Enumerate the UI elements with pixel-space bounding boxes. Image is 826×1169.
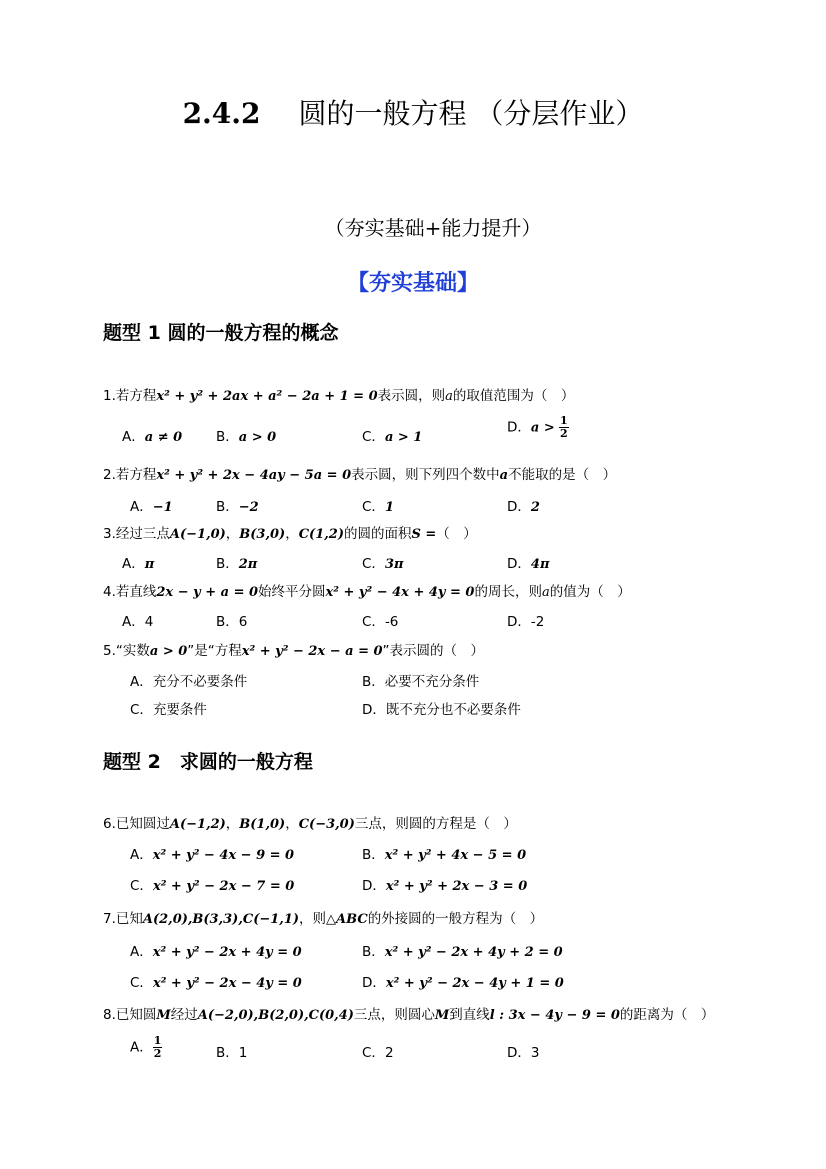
subtitle: （夯实基础+能力提升）	[324, 216, 542, 240]
q4-option-d[interactable]: D．-2	[507, 614, 545, 630]
q5-option-d[interactable]: D．既不充分也不必要条件	[362, 702, 521, 718]
q8-option-b[interactable]: B．1	[216, 1045, 248, 1061]
q7-option-b[interactable]: B．x² + y² − 2x + 4y + 2 = 0	[362, 944, 563, 960]
question-2: 2.若方程x² + y² + 2x − 4ay − 5a = 0表示圆，则下列四个数中a不能取的是（ ）	[103, 467, 617, 483]
q3-option-b[interactable]: B．2π	[216, 556, 258, 572]
q2-option-c[interactable]: C．1	[362, 499, 394, 515]
q1-option-b[interactable]: B．a > 0	[216, 429, 277, 445]
q8-option-c[interactable]: C．2	[362, 1045, 394, 1061]
question-7: 7.已知A(2,0),B(3,3),C(−1,1)，则△ABC的外接圆的一般方程为（ ）	[103, 911, 544, 927]
q7-option-c[interactable]: C．x² + y² − 2x − 4y = 0	[130, 975, 302, 991]
page-title	[0, 92, 826, 132]
q1-prefix: 1.若方程	[103, 388, 157, 404]
q1-option-a[interactable]: A．a ≠ 0	[122, 429, 183, 445]
q6-option-a[interactable]: A．x² + y² − 4x − 9 = 0	[130, 847, 295, 863]
q7-option-d[interactable]: D．x² + y² − 2x − 4y + 1 = 0	[362, 975, 564, 991]
q2-option-d[interactable]: D．2	[507, 499, 540, 515]
question-8: 8.已知圆M经过A(−2,0),B(2,0),C(0,4)三点，则圆心M到直线l : 3x − 4y − 9 = 0的距离为（ ）	[103, 1007, 715, 1023]
lesson-title: 圆的一般方程 （分层作业）	[298, 97, 644, 130]
q4-option-a[interactable]: A．4	[122, 614, 154, 630]
section-heading: 【夯实基础】	[346, 271, 479, 296]
question-3: 3.经过三点A(−1,0)，B(3,0)，C(1,2)的圆的面积S =（ ）	[103, 526, 477, 542]
question-1	[103, 384, 574, 404]
q3-option-a[interactable]: A．π	[122, 556, 155, 572]
q1-var: a	[445, 389, 453, 404]
q1-text: 表示圆，则	[377, 388, 446, 404]
q1-suffix: 的取值范围为（ ）	[452, 388, 575, 404]
q8-option-d[interactable]: D．3	[507, 1045, 540, 1061]
q3-option-d[interactable]: D．4π	[507, 556, 550, 572]
q4-option-b[interactable]: B．6	[216, 614, 248, 630]
lesson-number: 2.4.2	[182, 97, 261, 130]
q5-option-a[interactable]: A．充分不必要条件	[130, 674, 248, 690]
q5-option-c[interactable]: C．充要条件	[130, 702, 207, 718]
q2-option-b[interactable]: B．−2	[216, 499, 259, 515]
question-6: 6.已知圆过A(−1,2)，B(1,0)，C(−3,0)三点，则圆的方程是（ ）	[103, 816, 517, 832]
q6-option-b[interactable]: B．x² + y² + 4x − 5 = 0	[362, 847, 527, 863]
q5-option-b[interactable]: B．必要不充分条件	[362, 674, 480, 690]
q1-option-d[interactable]: D．a > $\frac{1}{2}$	[507, 414, 568, 441]
type-heading-2: 题型 2 求圆的一般方程	[103, 751, 313, 773]
q6-option-c[interactable]: C．x² + y² − 2x − 7 = 0	[130, 878, 295, 894]
q2-equation: x² + y² + 2x − 4ay − 5a = 0	[156, 468, 352, 483]
q4-option-c[interactable]: C．-6	[362, 614, 399, 630]
q1-option-c[interactable]: C．a > 1	[362, 429, 423, 445]
q2-option-a[interactable]: A．−1	[130, 499, 173, 515]
q1-option-d-fraction: $\frac{1}{2}$	[560, 414, 568, 441]
q1-equation: x² + y² + 2ax + a² − 2a + 1 = 0	[156, 389, 378, 404]
type-heading-1: 题型 1 圆的一般方程的概念	[103, 322, 339, 344]
question-4: 4.若直线2x − y + a = 0始终平分圆x² + y² − 4x + 4y = 0的周长，则a的值为（ ）	[103, 584, 631, 600]
q6-option-d[interactable]: D．x² + y² + 2x − 3 = 0	[362, 878, 528, 894]
q8-option-a-fraction: $\frac{1}{2}$	[153, 1034, 162, 1061]
q7-option-a[interactable]: A．x² + y² − 2x + 4y = 0	[130, 944, 302, 960]
question-5: 5.“实数a > 0”是“方程x² + y² − 2x − a = 0”表示圆的（ ）	[103, 643, 485, 659]
q8-option-a[interactable]: A． $\frac{1}{2}$	[130, 1034, 162, 1061]
q3-option-c[interactable]: C．3π	[362, 556, 404, 572]
